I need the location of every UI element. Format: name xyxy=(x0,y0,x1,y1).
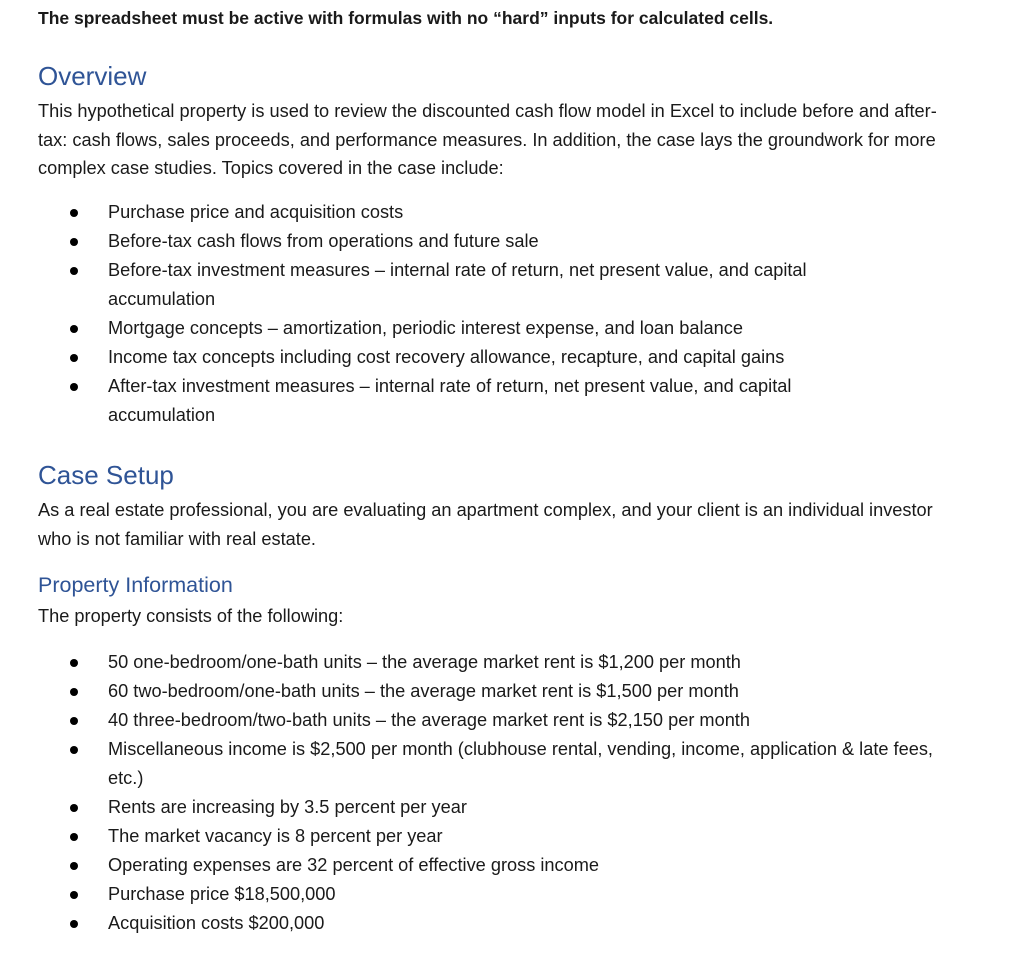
requirement-note: The spreadsheet must be active with formulas with no “hard” inputs for calculated cells. xyxy=(38,8,774,28)
list-item: Mortgage concepts – amortization, periodic interest expense, and loan balance xyxy=(38,314,938,343)
overview-topic-list xyxy=(38,198,938,430)
list-item: The market vacancy is 8 percent per year xyxy=(38,822,938,851)
list-item: After-tax investment measures – internal rate of return, net present value, and capital accumulation xyxy=(38,372,938,430)
overview-paragraph: This hypothetical property is used to review the discounted cash flow model in Excel to include before and after-tax: cash flows, sales proceeds, and performance measures. In addition, the case lays the groundwork for more complex case studies. Topics covered in the case include: xyxy=(38,101,937,178)
bullet-icon xyxy=(70,659,78,667)
bullet-icon xyxy=(70,891,78,899)
list-item: Acquisition costs $200,000 xyxy=(38,909,938,938)
case-setup-heading: Case Setup xyxy=(38,460,174,490)
bullet-icon xyxy=(70,688,78,696)
bullet-icon xyxy=(70,325,78,333)
bullet-icon xyxy=(70,383,78,391)
list-item: Rents are increasing by 3.5 percent per year xyxy=(38,793,938,822)
list-item: 40 three-bedroom/two-bath units – the average market rent is $2,150 per month xyxy=(38,706,938,735)
bullet-icon xyxy=(70,209,78,217)
bullet-icon xyxy=(70,920,78,928)
property-information-intro: The property consists of the following: xyxy=(38,606,344,626)
bullet-icon xyxy=(70,238,78,246)
bullet-icon xyxy=(70,804,78,812)
property-details-list xyxy=(38,648,938,938)
list-item: Purchase price $18,500,000 xyxy=(38,880,938,909)
bullet-icon xyxy=(70,354,78,362)
case-setup-paragraph: As a real estate professional, you are evaluating an apartment complex, and your client is an individual investor who is not familiar with real estate. xyxy=(38,500,933,549)
list-item: 50 one-bedroom/one-bath units – the average market rent is $1,200 per month xyxy=(38,648,938,677)
list-item: Income tax concepts including cost recovery allowance, recapture, and capital gains xyxy=(38,343,938,372)
property-information-heading: Property Information xyxy=(38,573,233,597)
list-item: Before-tax cash flows from operations and future sale xyxy=(38,227,938,256)
bullet-icon xyxy=(70,267,78,275)
list-item: 60 two-bedroom/one-bath units – the average market rent is $1,500 per month xyxy=(38,677,938,706)
bullet-icon xyxy=(70,862,78,870)
list-item: Operating expenses are 32 percent of effective gross income xyxy=(38,851,938,880)
bullet-icon xyxy=(70,746,78,754)
list-item: Miscellaneous income is $2,500 per month (clubhouse rental, vending, income, application & late fees, etc.) xyxy=(38,735,938,793)
bullet-icon xyxy=(70,833,78,841)
list-item: Before-tax investment measures – internal rate of return, net present value, and capital accumulation xyxy=(38,256,938,314)
list-item: Purchase price and acquisition costs xyxy=(38,198,938,227)
bullet-icon xyxy=(70,717,78,725)
overview-heading: Overview xyxy=(38,61,147,91)
